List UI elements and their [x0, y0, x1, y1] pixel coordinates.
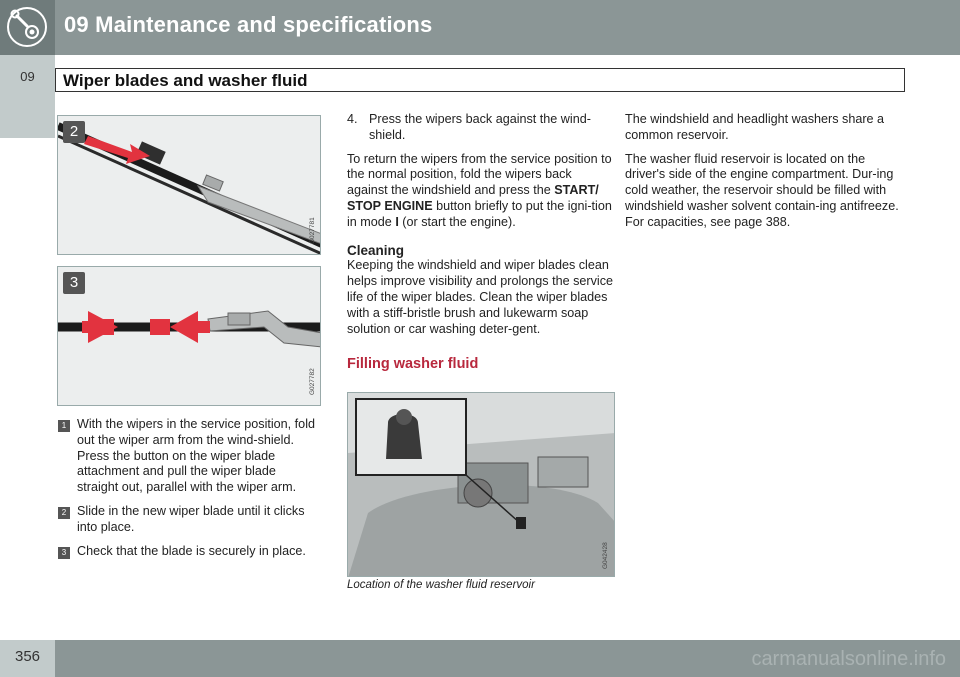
step-number-badge: 3 [58, 547, 70, 559]
wiper-figure-step-2 [57, 115, 321, 255]
return-text-start: To return the wipers from the service position to the normal position, fold the wipers back against the windshield and press the [347, 151, 612, 198]
return-wipers-paragraph [347, 152, 615, 231]
section-title: Wiper blades and washer fluid [63, 71, 308, 90]
step-item [58, 504, 320, 536]
chapter-header [0, 0, 960, 55]
step-number-badge: 1 [58, 420, 70, 432]
washer-reservoir-figure [347, 392, 615, 577]
figure-code: G042428 [602, 542, 609, 569]
figure-badge: 3 [63, 272, 85, 294]
replacement-steps [58, 417, 320, 567]
maintenance-logo [0, 0, 55, 55]
step-item [347, 112, 615, 144]
step-text: Check that the blade is securely in place. [77, 543, 306, 558]
step-number: 4. [347, 112, 358, 126]
watermark: carmanualsonline.info [751, 648, 946, 670]
return-text-end: (or start the engine). [398, 214, 516, 229]
right-column [625, 112, 905, 239]
chapter-title: 09 Maintenance and specifications [64, 12, 433, 37]
step-text: Slide in the new wiper blade until it clicks into place. [77, 503, 305, 534]
figure-code: G027781 [309, 217, 316, 244]
wiper-blade-illustration [58, 267, 321, 406]
page-number-box [0, 640, 55, 677]
figure-code: G027782 [309, 368, 316, 395]
wrench-gear-icon [0, 0, 55, 55]
step-item [58, 544, 320, 560]
page-footer [0, 640, 960, 677]
section-heading-bar [55, 68, 905, 92]
figure-caption: Location of the washer fluid reservoir [347, 579, 535, 591]
page-number: 356 [14, 648, 41, 665]
wiper-figure-step-3 [57, 266, 321, 406]
return-text-middle: button briefly to put the igni-tion in mode [347, 198, 612, 229]
reservoir-location-paragraph: The washer fluid reservoir is located on the driver's side of the engine compartment. Dur-ing cold weather, the reservoir should be filled with windshield washer solvent contain-ing antifreeze. For capacities, see page 388. [625, 151, 899, 229]
chapter-tab-number: 09 [20, 69, 35, 84]
chapter-tab [0, 55, 55, 138]
step-item [58, 417, 320, 496]
figure-badge: 2 [63, 121, 85, 143]
ignition-mode: I [395, 214, 399, 229]
middle-column [347, 112, 615, 373]
engine-compartment-illustration [348, 393, 615, 577]
step-text: Press the wipers back against the wind-shield. [369, 112, 591, 142]
start-stop-button-label: START/ STOP ENGINE [347, 183, 599, 213]
step-text: With the wipers in the service position, fold out the wiper arm from the wind-shield. Press the button on the wiper blade attachment and pull the wiper blade straight out, parallel with the wiper arm. [77, 417, 315, 495]
wiper-blade-illustration [58, 116, 321, 255]
shared-reservoir-paragraph: The windshield and headlight washers share a common reservoir. [625, 112, 885, 142]
cleaning-heading: Cleaning [347, 242, 405, 258]
step-number-badge: 2 [58, 507, 70, 519]
filling-washer-fluid-heading: Filling washer fluid [347, 356, 479, 373]
cleaning-paragraph: Keeping the windshield and wiper blades clean helps improve visibility and prolongs the service life of the wiper blades. Clean the wiper blades with a stiff-bristle brush and lukewarm soap solution or car washing deter-gent. [347, 258, 613, 336]
